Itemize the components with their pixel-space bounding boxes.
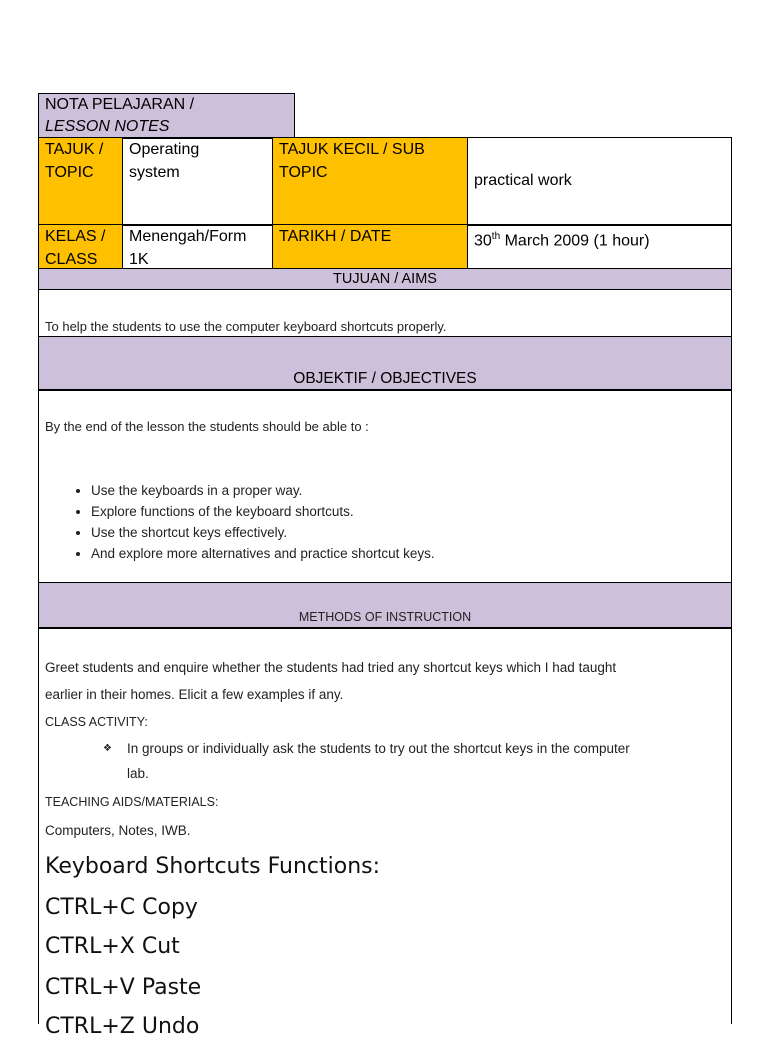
list-item: • Use the keyboards in a proper way. — [91, 480, 435, 501]
teaching-aids-label: TEACHING AIDS/MATERIALS: — [45, 795, 219, 809]
aims-text: To help the students to use the computer keyboard shortcuts properly. — [45, 319, 447, 334]
topic-label: TAJUK / — [45, 141, 104, 158]
subtopic-label: TAJUK KECIL / SUB — [279, 141, 425, 158]
class-label: KELAS / — [45, 228, 106, 245]
diamond-bullet-icon: ❖ — [103, 743, 112, 754]
shortcut-item-paste: CTRL+V Paste — [45, 975, 202, 1000]
aims-body — [38, 289, 732, 337]
list-item: • Use the shortcut keys effectively. — [91, 522, 435, 543]
class-value: Menengah/Form — [129, 228, 247, 245]
objectives-list — [39, 480, 435, 564]
teaching-aids-text: Computers, Notes, IWB. — [45, 823, 191, 838]
shortcut-item-copy: CTRL+C Copy — [45, 895, 198, 920]
shortcut-item-cut: CTRL+X Cut — [45, 934, 180, 959]
subtopic-label-cell: TAJUK KECIL / SUB TOPIC — [272, 137, 468, 226]
list-item: • And explore more alternatives and practice shortcut keys. — [91, 543, 435, 564]
methods-heading: METHODS OF INSTRUCTION — [38, 582, 732, 629]
lesson-notes-header — [38, 93, 295, 139]
objectives-heading: OBJEKTIF / OBJECTIVES — [38, 336, 732, 391]
class-value-cell: Menengah/Form 1K — [122, 224, 273, 270]
topic-value: Operating — [129, 141, 200, 158]
list-item: • Explore functions of the keyboard shortcuts. — [91, 501, 435, 522]
class-activity-item: ❖ In groups or individually ask the students to try out the shortcut keys in the computer lab. — [103, 736, 725, 786]
date-value: 30th March 2009 (1 hour) — [474, 231, 650, 250]
shortcuts-heading: Keyboard Shortcuts Functions: — [45, 854, 381, 879]
objectives-intro: By the end of the lesson the students should be able to : — [45, 419, 369, 434]
subtopic-value: practical work — [474, 172, 572, 189]
class-label-cell: KELAS / CLASS — [38, 224, 123, 270]
date-value-cell — [467, 224, 732, 270]
subtopic-value-cell — [467, 137, 732, 226]
aims-heading: TUJUAN / AIMS — [38, 268, 732, 290]
shortcut-item-undo: CTRL+Z Undo — [45, 1014, 200, 1039]
class-activity-label: CLASS ACTIVITY: — [45, 715, 148, 729]
topic-label-cell: TAJUK / TOPIC — [38, 137, 123, 226]
date-label: TARIKH / DATE — [279, 228, 392, 245]
objectives-body — [38, 389, 732, 584]
header-title-line1: NOTA PELAJARAN / — [45, 96, 195, 113]
date-label-cell — [272, 224, 468, 270]
methods-intro: Greet students and enquire whether the students had tried any shortcut keys which I had taught earlier in their homes. Elicit a few examples if any. — [45, 660, 617, 702]
topic-value-cell: Operating system — [122, 137, 273, 226]
header-title-line2: LESSON NOTES — [45, 118, 170, 135]
methods-body — [38, 627, 732, 1039]
